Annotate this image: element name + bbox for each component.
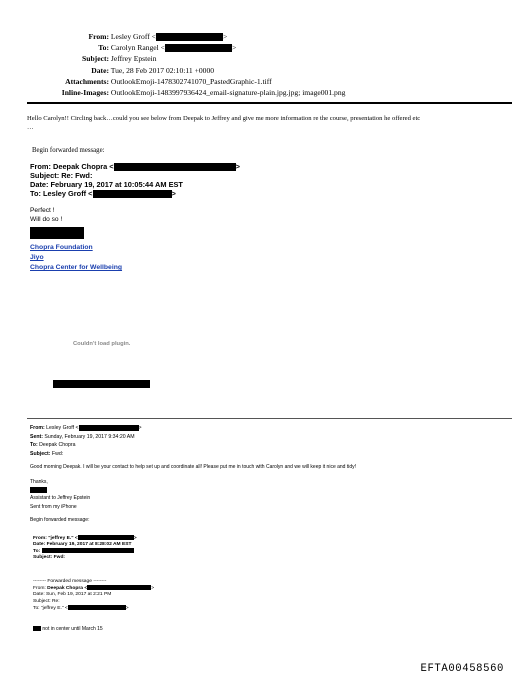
fwd2-from	[30, 424, 142, 433]
fwd2-subject-label: Subject:	[30, 450, 51, 457]
bracket: >	[235, 162, 240, 171]
header-date-value: Tue, 28 Feb 2017 02:10:11 +0000	[110, 65, 215, 75]
bracket: >	[222, 32, 228, 41]
message-body	[27, 114, 420, 132]
fwd1-subject: Subject: Re: Fwd:	[30, 171, 93, 181]
header-subject-value: Jeffrey Epstein	[110, 54, 157, 64]
fwd2-to	[30, 441, 142, 450]
redaction	[68, 605, 126, 610]
fwd3-to-text: To:	[33, 549, 41, 555]
fwd4-to	[33, 605, 154, 612]
link-chopra-foundation[interactable]: Chopra Foundation	[30, 244, 93, 251]
reply-line: Perfect !	[30, 207, 55, 214]
fwd2-to-label: To:	[30, 442, 38, 449]
fwd3-from-text: From: "jeffrey E." <	[33, 535, 78, 541]
fwd2-subject	[30, 450, 142, 459]
fwd4-from-label: From:	[33, 586, 46, 592]
plugin-error-message: Couldn't load plugin.	[73, 341, 131, 347]
fwd4-note: not in center until March 15	[42, 626, 103, 632]
header-to-value: Carolyn Rangel <	[110, 43, 165, 53]
link-jiyo[interactable]: Jiyo	[30, 254, 44, 261]
begin-forwarded-label: Begin forwarded message:	[32, 147, 105, 154]
fwd4-subject: Subject: Re:	[33, 598, 60, 604]
fwd2-sent-value: Sunday, February 19, 2017 9:34:20 AM	[44, 433, 135, 440]
fwd4-divider: -------- Forwarded message --------	[33, 579, 107, 584]
assistant-line: Assistant to Jeffrey Epstein	[30, 495, 91, 501]
fwd1-reply	[30, 206, 62, 224]
fwd4-note-line	[33, 626, 103, 632]
forward-block-2	[30, 424, 142, 458]
header-to-label: To:	[98, 43, 109, 53]
header-attachments-label: Attachments:	[65, 76, 109, 86]
redaction	[165, 44, 232, 52]
fwd1-to	[30, 189, 240, 198]
header-attachments-row	[0, 76, 345, 87]
redaction	[30, 487, 47, 493]
header-to-row	[0, 42, 345, 53]
header-subject-row	[0, 53, 345, 64]
redaction	[87, 585, 151, 590]
header-attachments-value: OutlookEmoji-1478302741070_PastedGraphic-1.tiff	[110, 76, 272, 86]
fwd3-date: Date: February 19, 2017 at 8:28:02 AM EST	[33, 542, 132, 548]
bracket: >	[171, 189, 176, 199]
redaction	[156, 33, 223, 41]
redaction	[33, 626, 41, 631]
begin-forwarded-label-2: Begin forwarded message:	[30, 517, 90, 523]
header-from-label: From:	[88, 32, 109, 41]
fwd2-sent-label: Sent:	[30, 433, 43, 440]
message-line: Hello Carolyn!! Circling back…could you see below from Deepak to Jeffrey and give me more information re the course, presentation he offered etc	[27, 115, 421, 122]
fwd4-from-value: Deepak Chopra <	[47, 586, 88, 592]
fwd2-from-label: From:	[30, 425, 45, 431]
header-divider	[27, 102, 512, 104]
fwd4-to-text: To: "jeffrey E." <	[33, 605, 68, 611]
header-subject-label: Subject:	[82, 54, 109, 64]
forward-block-3	[33, 535, 137, 562]
section-divider	[27, 418, 512, 419]
fwd2-sent	[30, 433, 142, 442]
fwd2-to-value: Deepak Chopra	[39, 442, 76, 449]
redaction	[114, 163, 236, 171]
fwd1-from-text: From: Deepak Chopra <	[30, 162, 114, 171]
reply-line: Will do so !	[30, 216, 63, 223]
bracket: >	[138, 425, 142, 431]
link-chopra-center[interactable]: Chopra Center for Wellbeing	[30, 264, 123, 271]
header-inline-images-value: OutlookEmoji-1483997936424_email-signature-plain.jpg.jpg; image001.png	[110, 88, 346, 98]
fwd1-from	[30, 162, 240, 171]
fwd2-subject-value: Fwd:	[51, 450, 64, 457]
sent-from-line: Sent from my iPhone	[30, 504, 77, 510]
redaction	[78, 535, 134, 540]
redaction	[93, 190, 172, 198]
redaction	[30, 227, 84, 239]
forward-block-1	[30, 162, 240, 198]
header-date-label: Date:	[91, 65, 109, 75]
fwd2-from-value: Lesley Groff <	[46, 425, 79, 431]
bracket: >	[151, 586, 155, 592]
header-inline-images-label: Inline-Images:	[61, 88, 109, 98]
bracket: >	[133, 535, 137, 541]
fwd1-date: Date: February 19, 2017 at 10:05:44 AM EST	[30, 180, 183, 190]
message-line: …	[27, 124, 34, 131]
header-from-row	[0, 31, 345, 42]
email-header	[0, 31, 345, 98]
document-id: EFTA00458560	[420, 663, 504, 675]
fwd2-body: Good morning Deepak. I will be your contact to help set up and coordinate all! Please put me in touch with Carolyn and we will keep it nice and tidy!	[30, 464, 357, 470]
redaction	[79, 425, 139, 431]
fwd3-subject: Subject: Fwd:	[33, 555, 66, 561]
fwd1-to-text: To: Lesley Groff <	[30, 189, 93, 199]
header-from-value: Lesley Groff <	[110, 32, 156, 41]
fwd1-links	[30, 243, 122, 273]
forward-block-4	[33, 579, 154, 612]
bracket: >	[125, 605, 129, 611]
header-date-row	[0, 65, 345, 76]
redaction	[53, 380, 150, 388]
fwd4-date: Date: Sun, Feb 19, 2017 at 2:21 PM	[33, 592, 112, 598]
bracket: >	[231, 43, 237, 53]
header-inline-images-row	[0, 87, 345, 98]
fwd2-signature	[30, 478, 90, 502]
thanks-line: Thanks,	[30, 479, 48, 485]
redaction	[42, 548, 134, 553]
